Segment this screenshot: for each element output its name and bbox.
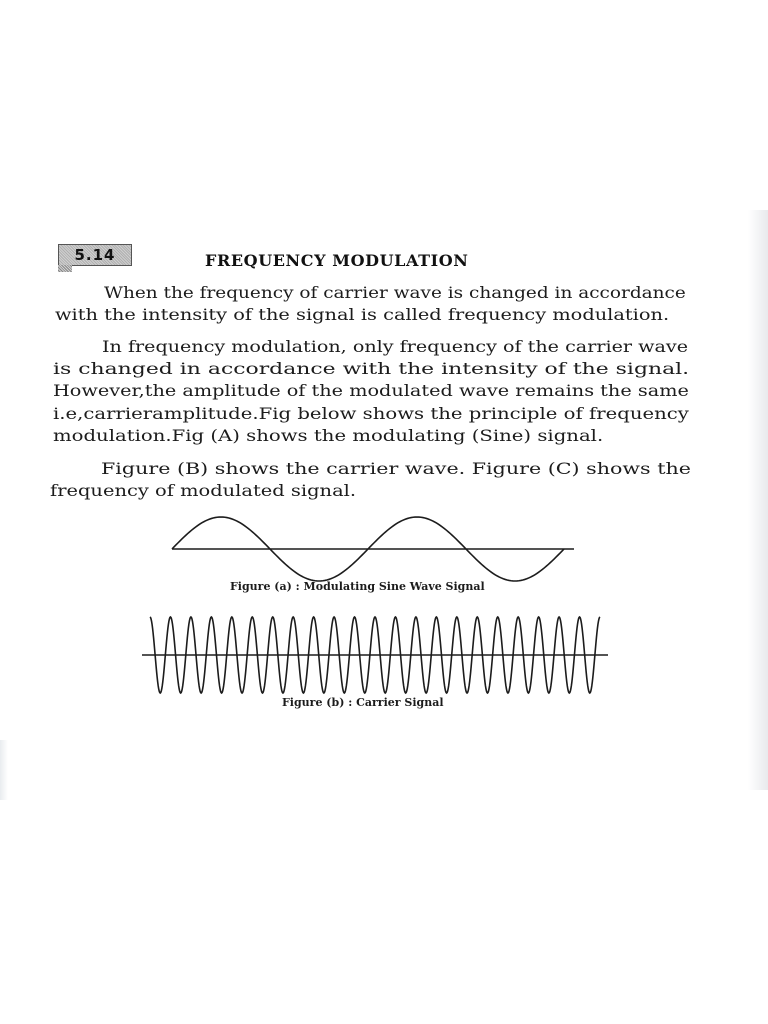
paragraph-2-line-1: In frequency modulation, only frequency of the carrier wave <box>102 338 689 356</box>
paragraph-1-line-1: When the frequency of carrier wave is changed in accordance <box>104 284 686 302</box>
paragraph-1-line-2: with the intensity of the signal is called frequency modulation. <box>55 306 670 324</box>
paragraph-3-line-1: Figure (B) shows the carrier wave. Figure (C) shows the <box>101 460 691 478</box>
paragraph-3-line-2: frequency of modulated signal. <box>50 482 357 500</box>
figure-a-caption: Figure (a) : Modulating Sine Wave Signal <box>230 580 485 593</box>
paragraph-2-line-2: is changed in accordance with the intensity of the signal. <box>53 360 690 378</box>
section-title: FREQUENCY MODULATION <box>205 251 469 270</box>
section-number-badge: 5.14 <box>58 244 132 266</box>
figure-b-caption: Figure (b) : Carrier Signal <box>282 696 444 709</box>
paragraph-2-line-3: However,the amplitude of the modulated wave remains the same <box>53 382 689 400</box>
paragraph-2-line-5: modulation.Fig (A) shows the modulating (Sine) signal. <box>53 427 604 445</box>
paragraph-2-line-4: i.e,carrieramplitude.Fig below shows the principle of frequency <box>53 405 689 423</box>
